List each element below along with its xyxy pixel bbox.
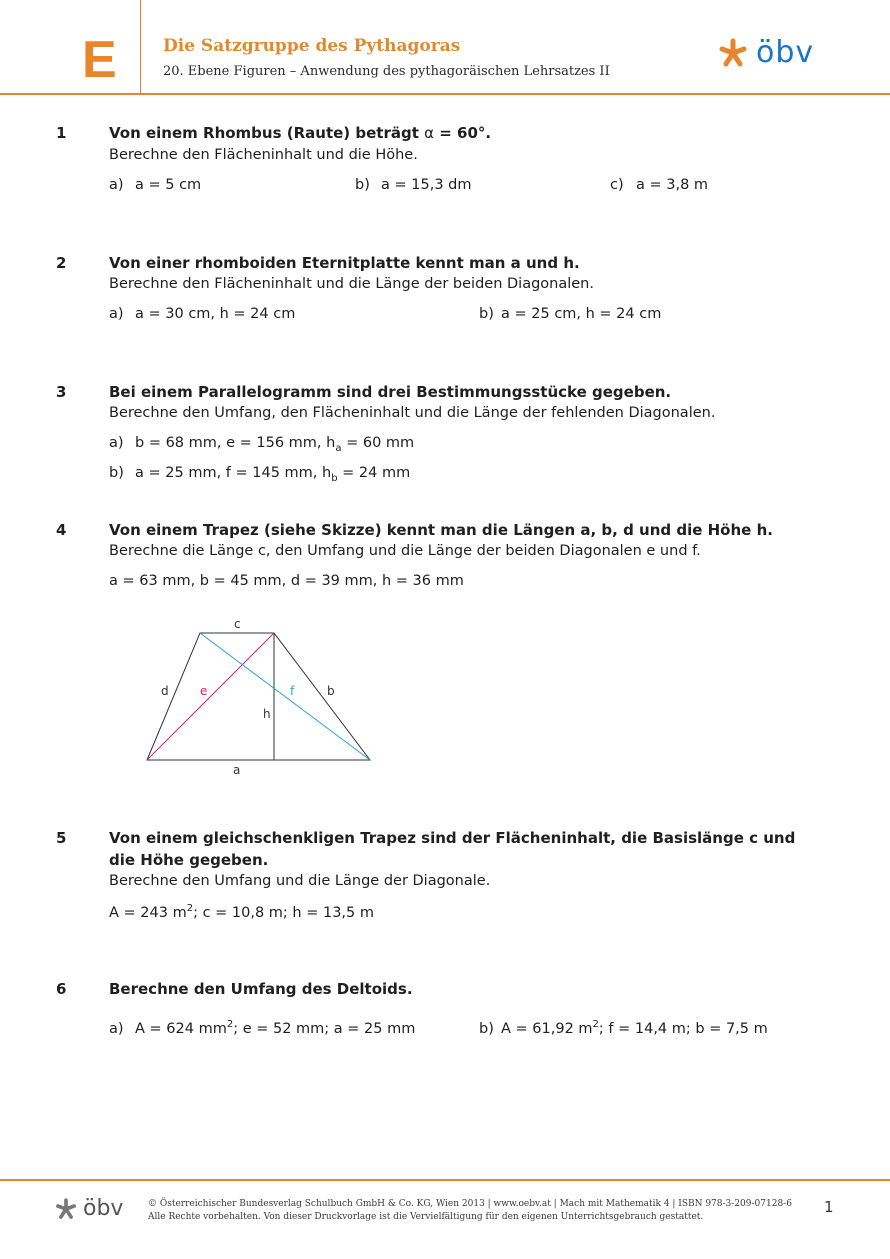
task-6-item-a: a) A = 624 $mm^2$; e = 52 mm; a = 25 mm <box>109 1019 416 1037</box>
chapter-letter: E <box>82 31 117 89</box>
header-divider-horizontal <box>0 93 890 95</box>
task-2-item-b: b) a = 25 cm, h = 24 cm <box>479 306 662 322</box>
task-6-item-b: b) A = 61,92 $m^2$; f = 14,4 m; b = 7,5 m <box>479 1019 768 1037</box>
publisher-logo-text: öbv <box>756 35 815 70</box>
footer-divider <box>0 1179 890 1181</box>
label-h: h <box>263 707 271 721</box>
task-3-number: 3 <box>56 383 67 401</box>
page-title: Die Satzgruppe des Pythagoras <box>163 36 461 56</box>
task-5-given-values: A = 243 $m^2$; c = 10,8 m; h = 13,5 m <box>109 903 375 921</box>
task-3-instruction: Berechne den Umfang, den Flächeninhalt und die Länge der fehlenden Diagonalen. <box>109 405 716 421</box>
label-b: b <box>327 684 335 698</box>
footer-line-2: Alle Rechte vorbehalten. Von dieser Druckvorlage ist die Vervielfältigung für den eigenen Unterrichtsgebrauch gestattet. <box>148 1212 704 1222</box>
task-1-number: 1 <box>56 124 67 142</box>
task-4-given-values: a = 63 mm, b = 45 mm, d = 39 mm, h = 36 mm <box>109 573 464 589</box>
trapezoid-outline <box>147 633 370 760</box>
task-2-number: 2 <box>56 254 67 272</box>
label-c: c <box>234 617 241 631</box>
task-1-item-a: a) a = 5 cm <box>109 177 202 193</box>
label-a: a <box>233 763 241 777</box>
task-3-heading: Bei einem Parallelogramm sind drei Bestimmungsstücke gegeben. <box>109 383 672 401</box>
footer-star-icon <box>55 1198 77 1220</box>
footer-logo <box>55 1198 123 1220</box>
diagonal-f <box>200 633 370 760</box>
label-f: f <box>290 684 295 698</box>
task-3-item-a: a) b = 68 mm, e = 156 mm, $h_a = 60$ mm <box>109 435 415 454</box>
page-subtitle: 20. Ebene Figuren – Anwendung des pythagoräischen Lehrsatzes II <box>163 64 610 79</box>
label-d: d <box>161 684 169 698</box>
footer-logo-text: öbv <box>83 1196 124 1221</box>
task-1-item-b: b) a = 15,3 dm <box>355 177 472 193</box>
task-4-number: 4 <box>56 521 67 539</box>
task-2-heading: Von einer rhomboiden Eternitplatte kennt man a und h. <box>109 254 580 272</box>
task-1-item-c: c) a = 3,8 m <box>610 177 709 193</box>
publisher-logo <box>718 35 815 70</box>
task-2-instruction: Berechne den Flächeninhalt und die Länge der beiden Diagonalen. <box>109 276 594 292</box>
trapezoid-sketch <box>130 610 390 785</box>
task-4-instruction: Berechne die Länge c, den Umfang und die Länge der beiden Diagonalen e und f. <box>109 543 701 559</box>
label-e: e <box>200 684 208 698</box>
task-5-heading-line-1: Von einem gleichschenkligen Trapez sind der Flächeninhalt, die Basislänge c und <box>109 829 796 847</box>
task-3-item-b: b) a = 25 mm, f = 145 mm, $h_b = 24$ mm <box>109 465 411 484</box>
task-6-heading: Berechne den Umfang des Deltoids. <box>109 980 413 998</box>
task-1-instruction: Berechne den Flächeninhalt und die Höhe. <box>109 147 418 163</box>
footer-copyright <box>148 1198 792 1224</box>
task-2-item-a: a) a = 30 cm, h = 24 cm <box>109 306 296 322</box>
task-5-number: 5 <box>56 829 67 847</box>
page-number: 1 <box>824 1198 834 1216</box>
task-4-heading: Von einem Trapez (siehe Skizze) kennt man die Längen a, b, d und die Höhe h. <box>109 521 773 539</box>
footer-line-1: © Österreichischer Bundesverlag Schulbuch GmbH & Co. KG, Wien 2013 | www.oebv.at | Mach mit Mathematik 4 | ISBN 978-3-209-07128-6 <box>148 1199 792 1209</box>
task-6-number: 6 <box>56 980 67 998</box>
header-divider-vertical <box>140 0 141 95</box>
task-5-heading-line-2: die Höhe gegeben. <box>109 851 269 869</box>
publisher-star-icon <box>718 38 748 68</box>
task-5-instruction: Berechne den Umfang und die Länge der Diagonale. <box>109 873 491 889</box>
task-1-heading: Von einem Rhombus (Raute) beträgt α = 60°. <box>109 124 492 142</box>
